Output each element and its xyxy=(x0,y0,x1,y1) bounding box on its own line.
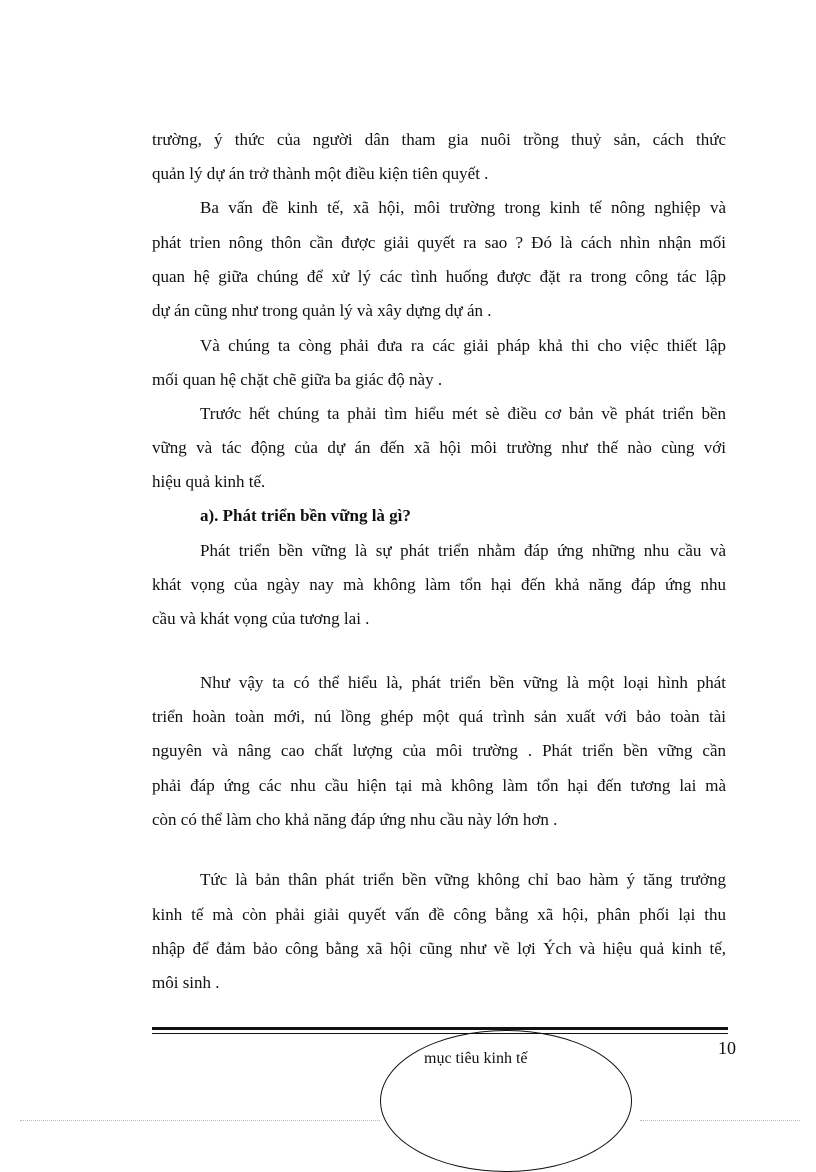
dotted-border xyxy=(20,1120,380,1121)
paragraph-line: phải đáp ứng các nhu cầu hiện tại mà không làm tổn hại đến tương lai mà xyxy=(152,776,726,795)
paragraph-line: phát trỉen nông thôn cần được giải quyết ra sao ? Đó là cách nhìn nhận mối xyxy=(152,233,726,252)
paragraph-line: mối quan hệ chặt chẽ giữa ba giác độ này . xyxy=(152,370,443,389)
page-number: 10 xyxy=(718,1038,736,1058)
paragraph-line: quan hệ giữa chúng để xử lý các tình huống được đặt ra trong công tác lập xyxy=(152,267,726,286)
paragraph-line: Và chúng ta còng phải đưa ra các giải pháp khả thi cho việc thiết lập xyxy=(200,336,726,355)
paragraph-line: hiệu quả kinh tế. xyxy=(152,472,266,491)
paragraph-line: Như vậy ta có thể hiểu là, phát triển bền vững là một loại hình phát xyxy=(200,673,726,692)
footer-rule-thick xyxy=(152,1027,728,1030)
paragraph-line: nguyên và nâng cao chất lượng của môi trường . Phát triển bền vững cần xyxy=(152,741,726,760)
paragraph-line: Ba vấn đề kinh tế, xã hội, môi trường trong kinh tế nông nghiệp và xyxy=(200,198,726,217)
paragraph-line: môi sinh . xyxy=(152,973,220,992)
paragraph-line: khát vọng của ngày nay mà không làm tổn hại đến khả năng đáp ứng nhu xyxy=(152,575,726,594)
paragraph-line: còn có thể làm cho khả năng đáp ứng nhu cầu này lớn hơn . xyxy=(152,810,558,829)
paragraph-line: Trước hết chúng ta phải tìm hiểu mét sè điều cơ bản về phát triển bền xyxy=(200,404,726,423)
paragraph-line: vững và tác động của dự án đến xã hội môi trường như thế nào cùng với xyxy=(152,438,726,457)
paragraph-line: cầu và khát vọng của tương lai . xyxy=(152,609,370,628)
footer-rule-thin xyxy=(152,1033,728,1034)
paragraph-line: dự án cũng như trong quản lý và xây dựng dự án . xyxy=(152,301,492,320)
paragraph-line: trường, ý thức của người dân tham gia nuôi trồng thuỷ sản, cách thức xyxy=(152,130,726,149)
dotted-border xyxy=(640,1120,800,1121)
paragraph-line: Phát triển bền vững là sự phát triển nhằm đáp ứng những nhu cầu và xyxy=(200,541,726,560)
diagram-label: mục tiêu kinh tế xyxy=(424,1050,528,1067)
paragraph-line: kinh tế mà còn phải giải quyết vấn đề công bằng xã hội, phân phối lại thu xyxy=(152,905,726,924)
paragraph-line: nhập để đảm bảo công bằng xã hội cũng như về lợi Ých và hiệu quả kinh tế, xyxy=(152,939,726,958)
paragraph-line: Tức là bản thân phát triển bền vững không chỉ bao hàm ý tăng trưởng xyxy=(200,870,726,889)
paragraph-line: triển hoàn toàn mới, nú lồng ghép một quá trình sản xuất với bảo toàn tài xyxy=(152,707,726,726)
paragraph-line: quản lý dự án trở thành một điều kiện tiên quyết . xyxy=(152,164,489,183)
section-heading: a). Phát triển bền vững là gì? xyxy=(200,506,411,525)
